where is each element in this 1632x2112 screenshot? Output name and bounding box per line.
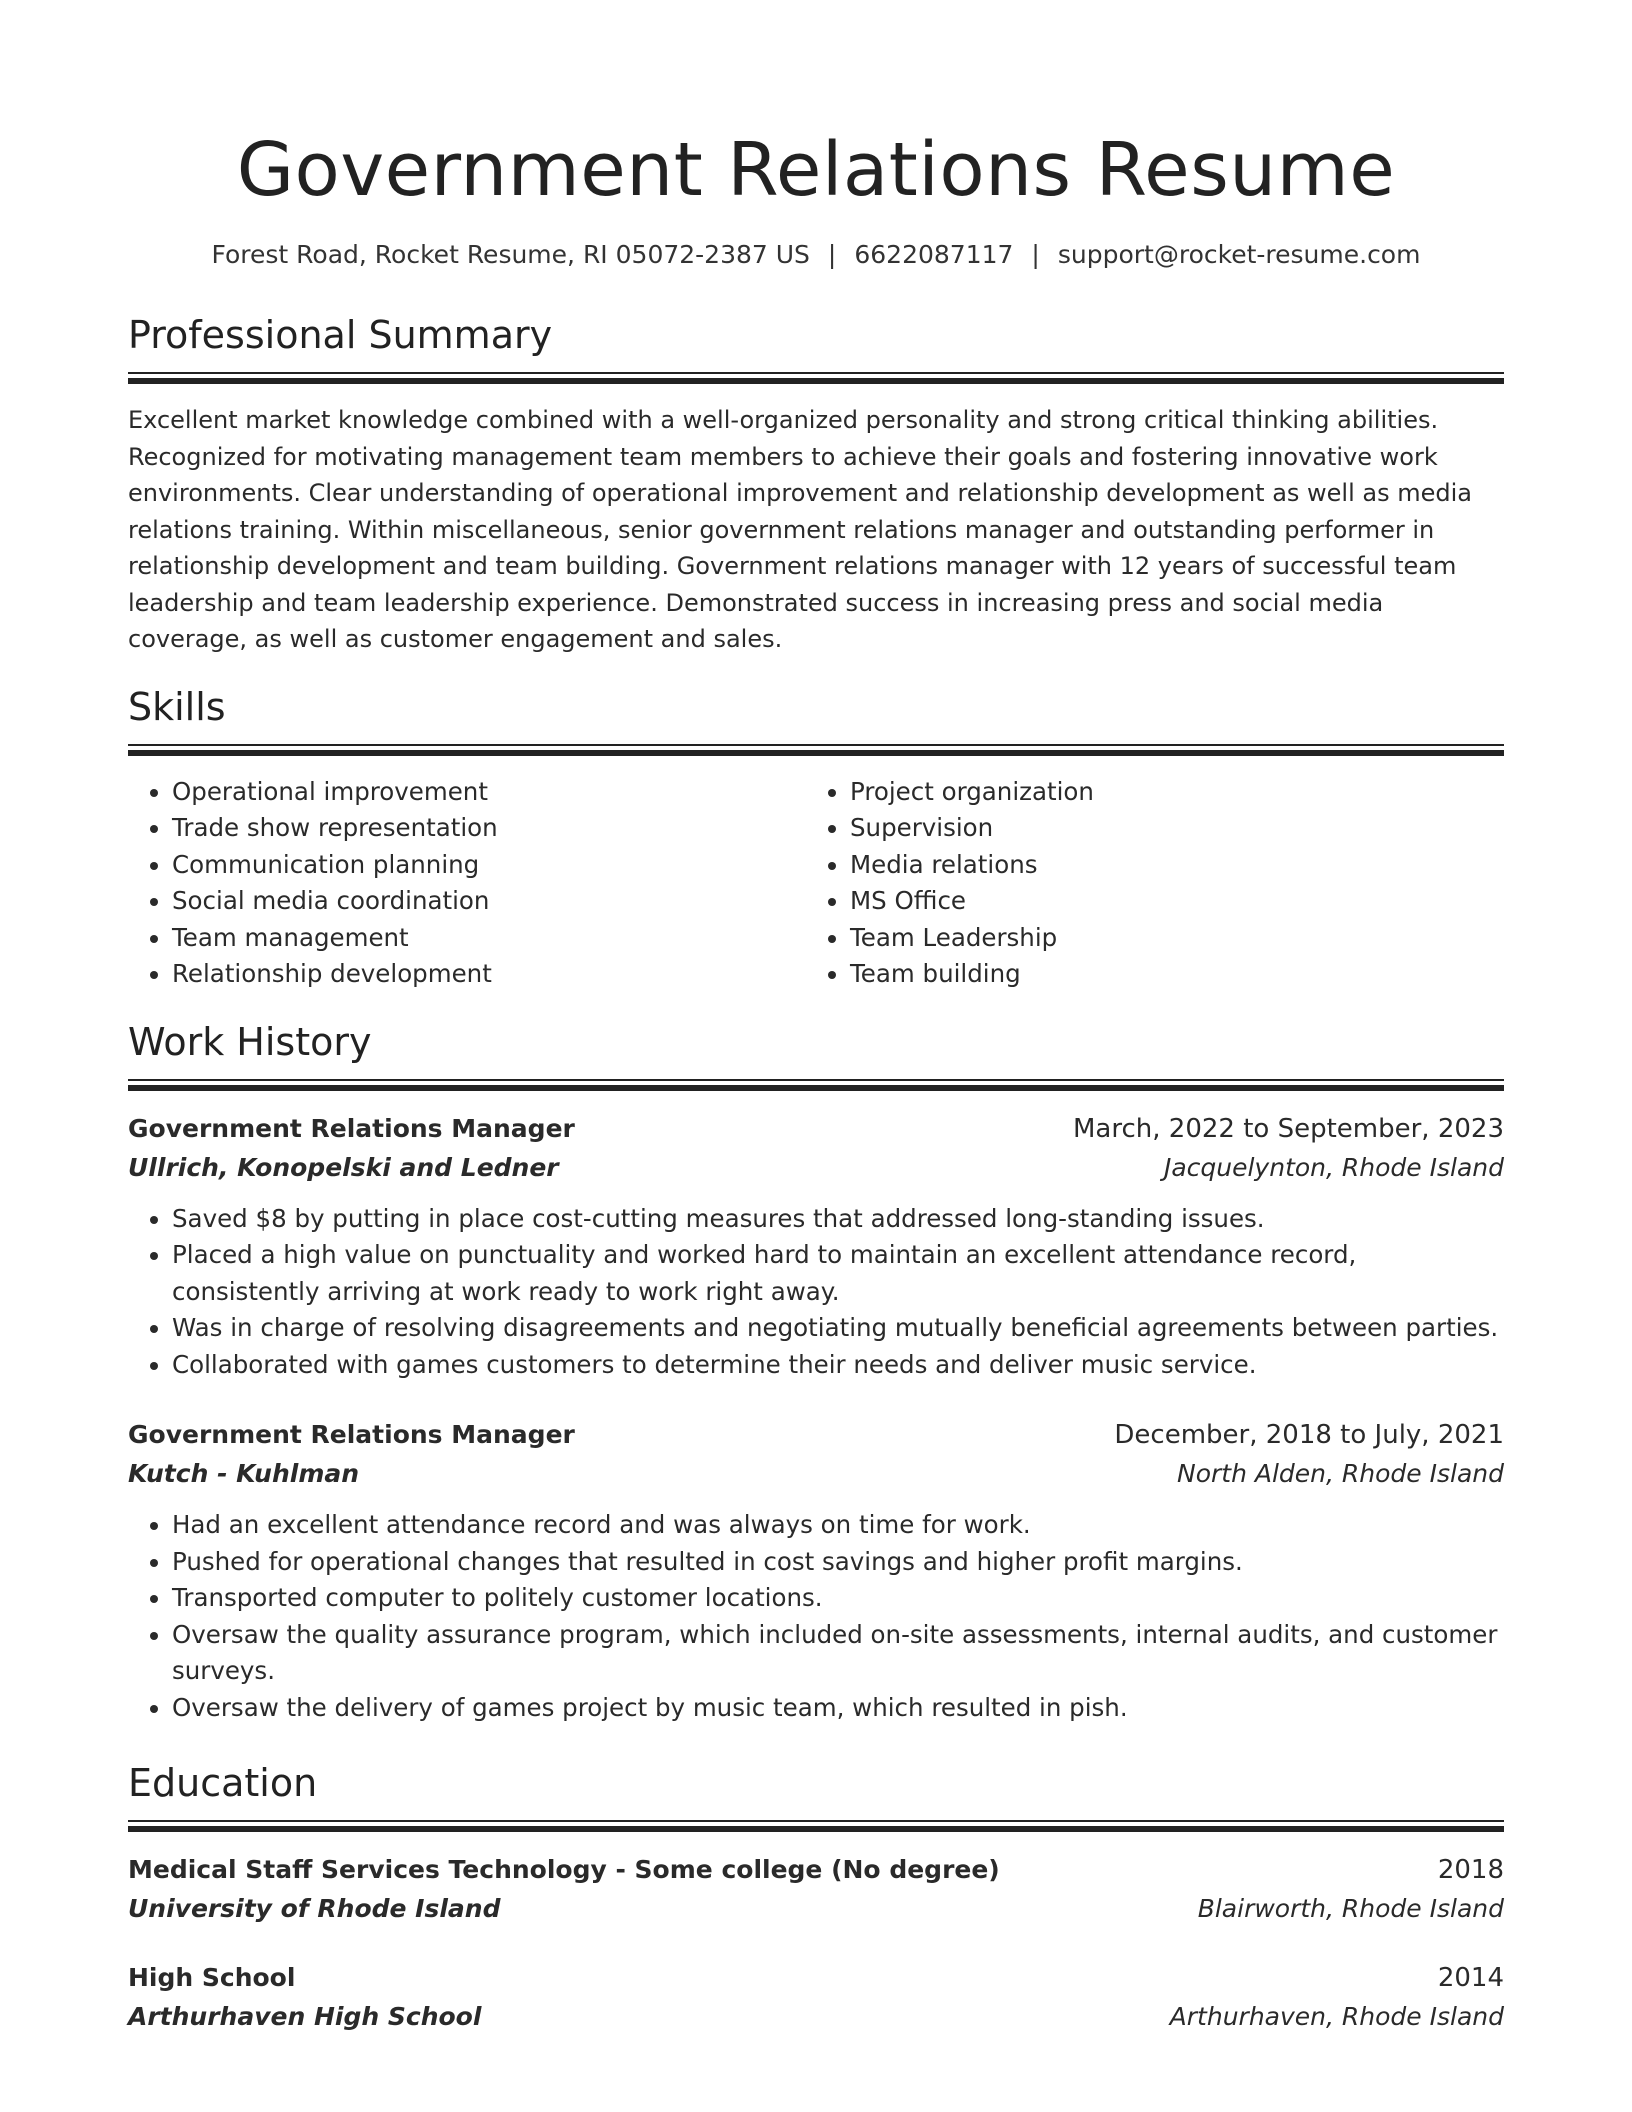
skill-item: • Relationship development <box>172 956 806 993</box>
address-text: Forest Road, Rocket Resume, RI 05072-2387 US <box>211 240 810 269</box>
skill-item: • Team Leadership <box>850 920 1484 957</box>
skill-item: • Team building <box>850 956 1484 993</box>
skill-item: • Operational improvement <box>172 774 806 811</box>
skill-item: • Supervision <box>850 810 1484 847</box>
job-bullet: • Had an excellent attendance record and was always on time for work. <box>172 1507 1504 1544</box>
contact-line <box>128 238 1504 272</box>
education-entry <box>128 1958 1504 2036</box>
section-divider <box>128 372 1504 384</box>
summary-section <box>128 310 1504 658</box>
job-dates: March, 2022 to September, 2023 <box>1073 1113 1504 1144</box>
skill-item: • Team management <box>172 920 806 957</box>
job-bullet: • Was in charge of resolving disagreements and negotiating mutually beneficial agreements between parties. <box>172 1310 1504 1347</box>
education-section <box>128 1758 1504 2036</box>
school-name: Arthurhaven High School <box>128 2002 482 2031</box>
phone-text: 6622087117 <box>854 240 1014 269</box>
education-entry <box>128 1850 1504 1928</box>
job-location: Jacquelynton, Rhode Island <box>1163 1152 1504 1182</box>
section-heading-education: Education <box>128 1761 318 1805</box>
job-bullet: • Transported computer to politely customer locations. <box>172 1580 1504 1617</box>
skills-list-left <box>128 774 806 993</box>
job-entry <box>128 1109 1504 1384</box>
email-link[interactable]: support@rocket-resume.com <box>1057 240 1421 269</box>
job-company: Kutch - Kuhlman <box>128 1459 360 1488</box>
section-heading-skills: Skills <box>128 684 226 729</box>
resume-page <box>128 0 1504 2066</box>
contact-separator: | <box>1031 240 1040 269</box>
skills-list-right <box>806 774 1484 993</box>
section-heading-summary: Professional Summary <box>128 313 553 357</box>
skill-item: • Communication planning <box>172 847 806 884</box>
skill-item: • MS Office <box>850 883 1484 920</box>
skill-item: • Social media coordination <box>172 883 806 920</box>
degree-title: High School <box>128 1963 296 1992</box>
job-bullets <box>128 1201 1504 1384</box>
section-divider <box>128 1820 1504 1832</box>
skills-columns <box>128 774 1504 993</box>
resume-title: Government Relations Resume <box>236 127 1396 213</box>
skill-item: • Project organization <box>850 774 1484 811</box>
section-heading-work: Work History <box>128 1019 372 1064</box>
work-history-section <box>128 1017 1504 1727</box>
education-year: 2014 <box>1437 1963 1504 1993</box>
job-bullets <box>128 1507 1504 1726</box>
job-location: North Alden, Rhode Island <box>1177 1459 1504 1488</box>
contact-separator: | <box>827 240 837 269</box>
job-entry <box>128 1415 1504 1726</box>
school-location: Arthurhaven, Rhode Island <box>1169 2002 1504 2031</box>
skills-section <box>128 682 1504 993</box>
job-bullet: • Placed a high value on punctuality and worked hard to maintain an excellent attendance record, consistently arriving at work ready to work right away. <box>172 1237 1504 1310</box>
degree-title: Medical Staff Services Technology - Some college (No degree) <box>128 1855 1000 1884</box>
school-location: Blairworth, Rhode Island <box>1197 1894 1504 1923</box>
skill-item: • Media relations <box>850 847 1484 884</box>
school-name: University of Rhode Island <box>128 1894 501 1923</box>
section-divider <box>128 1079 1504 1091</box>
job-bullet: • Oversaw the delivery of games project by music team, which resulted in pish. <box>172 1690 1504 1727</box>
job-bullet: • Saved $8 by putting in place cost-cutting measures that addressed long-standing issues. <box>172 1201 1504 1238</box>
education-year: 2018 <box>1437 1855 1504 1885</box>
job-dates: December, 2018 to July, 2021 <box>1114 1420 1504 1450</box>
job-bullet: • Pushed for operational changes that resulted in cost savings and higher profit margins. <box>172 1544 1504 1581</box>
section-divider <box>128 744 1504 756</box>
job-title: Government Relations Manager <box>128 1113 575 1143</box>
job-bullet: • Collaborated with games customers to determine their needs and deliver music service. <box>172 1347 1504 1384</box>
job-title: Government Relations Manager <box>128 1420 575 1449</box>
summary-text: Excellent market knowledge combined with a well-organized personality and strong critical thinking abilities. Recognized for motivating management team members to achieve their goals and fostering innovative work environments. Clear understanding of operational improvement and relationship development as well as media relations training. Within miscellaneous, senior government relations manager and outstanding performer in relationship development and team building. Government relations manager with 12 years of successful team leadership and team leadership experience. Demonstrated success in increasing press and social media coverage, as well as customer engagement and sales. <box>128 406 1472 653</box>
skill-item: • Trade show representation <box>172 810 806 847</box>
job-bullet: • Oversaw the quality assurance program, which included on-site assessments, internal audits, and customer surveys. <box>172 1617 1504 1690</box>
job-company: Ullrich, Konopelski and Ledner <box>128 1152 559 1182</box>
